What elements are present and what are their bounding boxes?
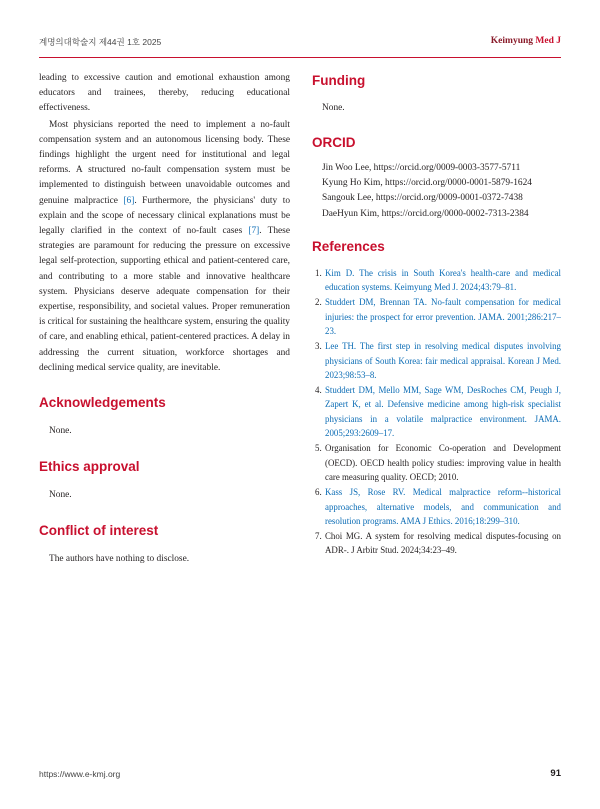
body-paragraph-1: leading to excessive caution and emotional exhaustion among educators and trainees, thereby, reducing educational effectiveness. xyxy=(39,73,290,114)
reference-number: 5. xyxy=(315,443,322,454)
reference-number: 1. xyxy=(315,267,322,278)
paragraph-text-a: Most physicians reported the need to implement a no-fault compensation system and an autonomous licensing body. These findings highlight the urgent need for institutional and legal reforms. A structured no-fault compensation system must be implemented to distinguish between unavoidable outcomes and genuine malpractice xyxy=(39,119,290,206)
reference-item-6[interactable] xyxy=(312,485,561,528)
reference-item-1[interactable] xyxy=(312,266,561,295)
journal-brand-name: Keimyung xyxy=(490,36,534,46)
reference-text: Choi MG. A system for resolving medical disputes-focusing on ADR-. J Arbitr Stud. 2024;34:23–49. xyxy=(325,531,561,556)
reference-text: Organisation for Economic Co-operation and Development (OECD). OECD health policy studies: improving value in health care measuring quality. OECD; 2010. xyxy=(325,443,561,482)
body-paragraph-2 xyxy=(39,118,290,376)
reference-item-3[interactable] xyxy=(312,339,561,382)
reference-item-4[interactable] xyxy=(312,383,561,440)
ethics-approval-heading: Ethics approval xyxy=(39,459,140,475)
conflict-of-interest-text: The authors have nothing to disclose. xyxy=(49,554,190,565)
reference-text[interactable]: Kass JS, Rose RV. Medical malpractice reform--historical approaches, alternative models, and communication and resolution programs. AMA J Ethics. 2016;18:299–310. xyxy=(325,487,561,526)
reference-number: 6. xyxy=(315,487,322,498)
left-column xyxy=(39,71,290,567)
orcid-entry[interactable]: DaeHyun Kim, https://orcid.org/0000-0002-7313-2384 xyxy=(322,208,529,219)
citation-7-link[interactable]: [7] xyxy=(248,226,260,237)
reference-item-2[interactable] xyxy=(312,295,561,338)
right-column xyxy=(312,71,561,559)
acknowledgements-text: None. xyxy=(49,426,72,437)
reference-number: 7. xyxy=(315,531,322,542)
reference-item-5 xyxy=(312,441,561,484)
orcid-heading: ORCID xyxy=(312,135,356,150)
reference-list xyxy=(312,266,561,558)
reference-text[interactable]: Kim D. The crisis in South Korea's health-care and medical education systems. Keimyung Med J. 2024;43:79–81. xyxy=(325,267,561,293)
journal-header-korean: 계명의대학술지 제44권 1호 2025 xyxy=(39,37,162,47)
reference-text[interactable]: Lee TH. The first step in resolving medical disputes involving physicians of South Korea: fair medical appraisal. Korean J Med. 2023;98:53–8. xyxy=(325,341,561,380)
conflict-of-interest-heading: Conflict of interest xyxy=(39,523,159,539)
paragraph-text-b: . Furthermore, the physicians' duty to explain and the scope of necessary clinical explanations must be legally clarified in the context of no-fault cases xyxy=(39,195,291,237)
references-heading: References xyxy=(312,238,385,254)
orcid-entry[interactable]: Kyung Ho Kim, https://orcid.org/0000-0001-5879-1624 xyxy=(322,178,532,189)
funding-heading: Funding xyxy=(312,73,366,88)
orcid-list xyxy=(312,161,561,222)
reference-text[interactable]: Studdert DM, Brennan TA. No-fault compensation for medical injuries: the prospect for error prevention. JAMA. 2001;286:217–23. xyxy=(325,297,561,336)
reference-number: 4. xyxy=(315,385,322,396)
header-divider xyxy=(39,57,561,58)
ethics-approval-text: None. xyxy=(49,490,72,501)
funding-text: None. xyxy=(322,103,345,113)
paragraph-text-c: . These strategies are paramount for reducing the pressure on excessive legal self-protection, supporting ethical and patient-centered care, and contributing to a more stable and innovative healthcare system. Physicians deserve adequate compensation for their expertise, responsibility, and societal values. Proper remuneration is critical for sustaining the healthcare system, ensuring the quality of care, and enabling ethical, patient-centered practices. A delay in addressing the current situation, workforce shortages and declining medical service quality, are inevitable. xyxy=(39,226,290,373)
reference-number: 3. xyxy=(315,341,322,352)
orcid-entry[interactable]: Jin Woo Lee, https://orcid.org/0009-0003-3577-5711 xyxy=(322,163,521,173)
reference-item-7 xyxy=(312,529,561,558)
orcid-entry[interactable]: Sangouk Lee, https://orcid.org/0009-0001-0372-7438 xyxy=(322,193,523,204)
citation-6-link[interactable]: [6] xyxy=(123,195,135,206)
journal-brand xyxy=(491,36,561,46)
journal-url-link[interactable]: https://www.e-kmj.org xyxy=(39,769,121,779)
page-number: 91 xyxy=(550,768,561,779)
reference-text[interactable]: Studdert DM, Mello MM, Sage WM, DesRoches CM, Peugh J, Zapert K, et al. Defensive medicine among high-risk specialist physicians in a volatile malpractice environment. JAMA. 2005;293:2609–17. xyxy=(325,385,561,439)
reference-number: 2. xyxy=(315,297,322,308)
acknowledgements-heading: Acknowledgements xyxy=(39,395,166,411)
journal-brand-suffix: Med J xyxy=(535,36,561,46)
